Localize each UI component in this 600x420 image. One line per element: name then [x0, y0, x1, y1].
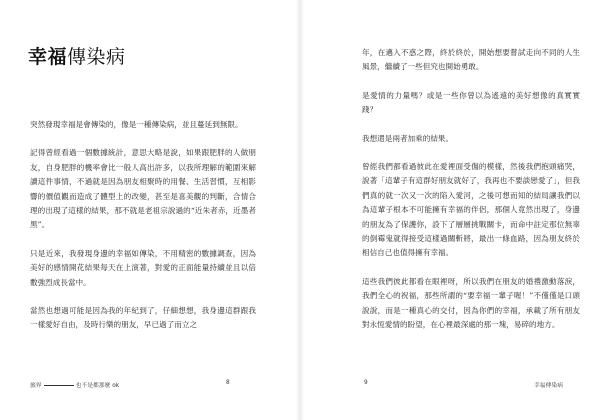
paragraph: 當然也想過可能是因為我的年紀到了，仔細想想，我身邊這群跟我一樣愛好自由，及時行樂的朋友，早已過了而立之	[30, 306, 256, 330]
paragraph: 記得曾經看過一個數據統計，意思大略是說，如果跟肥胖的人做朋友，自身肥胖的機率會比一般人高出許多，以我所理解的範圍來解讀這件事情，不過就是因為朋友相聚時的用餐、生活習慣，互相影響的價值觀而造成了體型上的改變，甚至是喜美觀的判斷，合情合理的出現了這樣的結果，那不就是老祖宗說過的“近朱者赤，近墨者黑”。	[30, 148, 256, 230]
chapter-title	[28, 42, 126, 69]
footer-label-a: 旅界	[30, 383, 42, 389]
left-page	[0, 0, 298, 420]
paragraph: 突然發現幸福是會傳染的，像是一種傳染病，並且蔓延到無限。	[30, 120, 243, 129]
right-page-number: 9	[364, 380, 368, 386]
paragraph: 年，在邁入不惑之際，終於終於，開始想要嘗試走向不同的人生風景，繼續了一些但究也開始勇敢。	[362, 48, 580, 72]
right-page	[302, 0, 600, 420]
chapter-title-rest: 傳染病	[67, 46, 126, 68]
left-footer-label	[30, 380, 119, 389]
footer-label-b: 也不是都那麼 ok	[75, 383, 120, 389]
left-page-body	[30, 118, 256, 347]
paragraph: 是愛情的力量嗎？或是一些你曾以為遙遠的美好想像的真實實踐？	[362, 90, 580, 115]
footer-rule	[44, 385, 74, 386]
chapter-title-bold: 幸福	[28, 46, 68, 68]
paragraph: 這些我們彼此都看在眼裡呀，所以我們在朋友的婚禮激動落淚，我們全心的祝福，那些所謂的“要幸福一輩子喔！”不僅僅是口頭說說，而是一種真心的交付，因為你們的幸福，承載了所有朋友對永恆愛情的盼望，在心裡最深處的那一塊，易碎的地方。	[362, 276, 580, 330]
left-page-number: 8	[226, 380, 230, 386]
paragraph: 曾經我們都看過彼此在愛裡面受傷的模樣，然後我們抱頭痛哭，說著「這輩子有這群好朋友就好了，我再也不要談戀愛了」，但我們真的就一次又一次的陷入愛河，之後可想而知的結局讓我們以為這輩子根本不可能擁有幸福的伴侶，那個人竟然出現了，身邊的朋友為了保護你，設下了層層挑戰關卡，而命中註定那位無辜的倒霉鬼就得接受這樣過關斬將，最出一條血路，因為朋友終於相信自己也值得擁有幸福。	[362, 162, 580, 258]
paragraph: 我想還是兩者加乘的結果。	[362, 133, 454, 143]
right-page-body	[362, 46, 580, 347]
right-footer-label: 幸福傳染病	[534, 383, 563, 389]
paragraph: 只是近來，我發現身邊的幸福如傳染，不用精密的數據調查，因為美好的感情開花結果每天在上演著，對愛的正面能量持續並且以倍數強烈成長當中。	[30, 248, 256, 287]
